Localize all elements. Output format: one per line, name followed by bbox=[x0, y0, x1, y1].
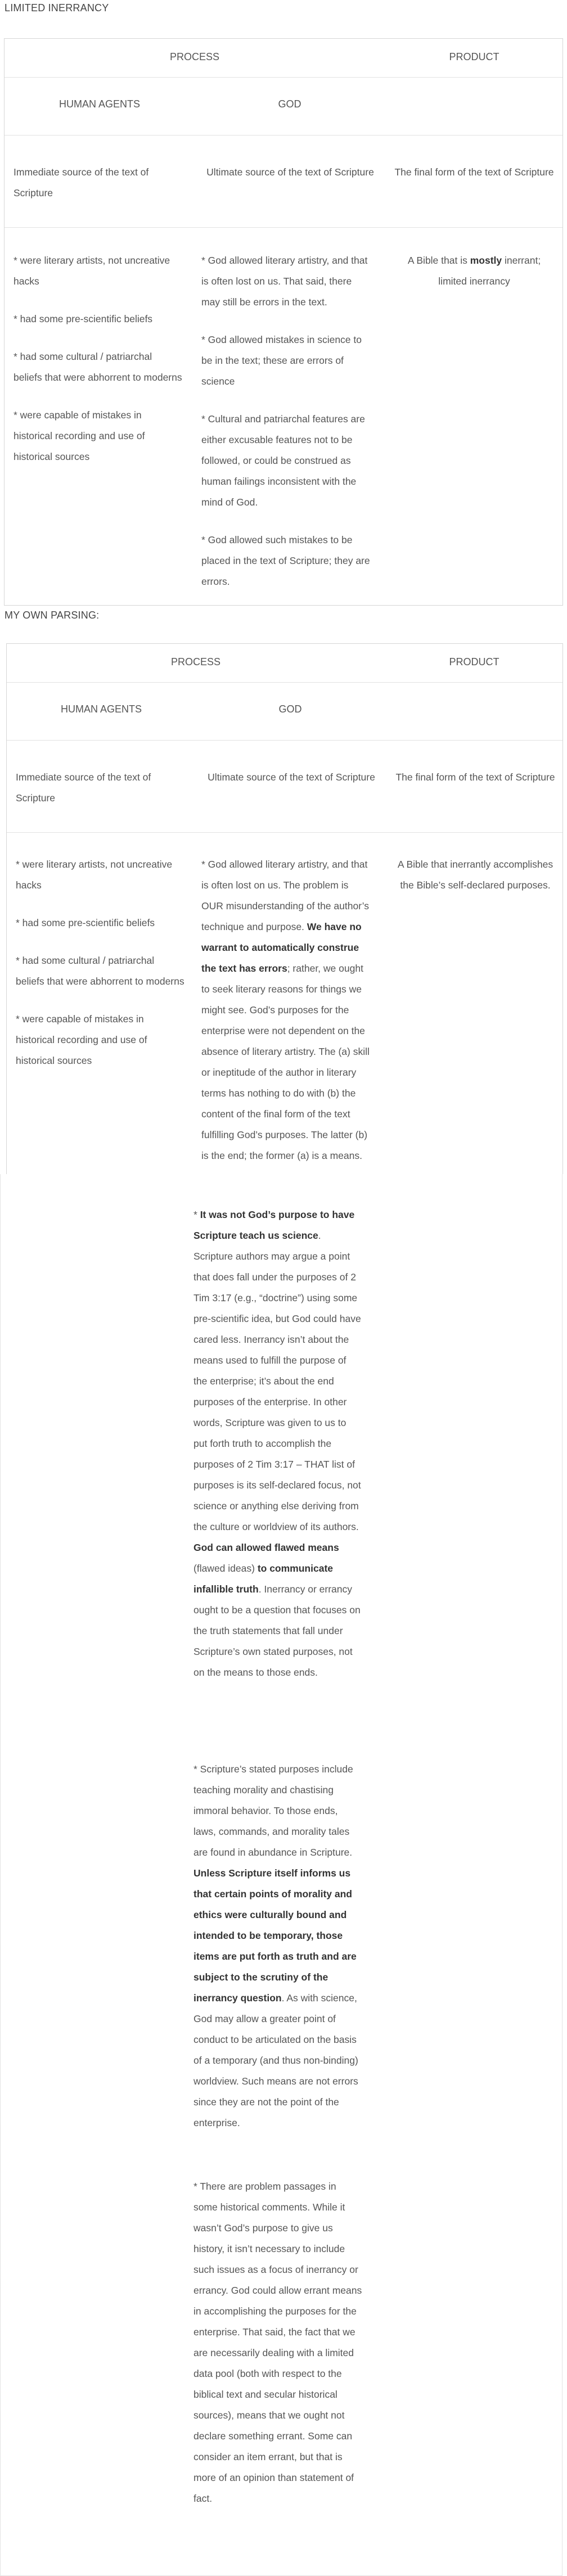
product-description: A Bible that is mostly inerrant; limited inerrancy bbox=[407, 255, 541, 287]
list-item: * God allowed literary artistry, and that is often lost on us. That said, there may still be errors in the text. bbox=[201, 255, 368, 308]
list-item: * God allowed such mistakes to be placed in the text of Scripture; they are errors. bbox=[201, 534, 370, 587]
list-item: * Cultural and patriarchal features are either excusable features not to be followed, or could be construed as human failings inconsistent with the mind of God. bbox=[201, 413, 365, 508]
human-source-text: Immediate source of the text of Scripture bbox=[14, 166, 149, 198]
god-paragraph-1: * God allowed literary artistry, and that is often lost on us. The problem is OUR misunderstanding of the author’s technique and purpose. We have no warrant to automatically construe the text has errors; rather, we ought to seek literary reasons for things we might see. God’s purposes for the enterprise were not dependent on the absence of literary artistry. The (a) skill or ineptitude of the author in literary terms has nothing to do with (b) the content of the final form of the text fulfilling God’s purposes. The latter (b) is the end; the former (a) is a means. bbox=[201, 859, 370, 1161]
column-header-process: PROCESS bbox=[169, 51, 220, 62]
column-header-human-agents: HUMAN AGENTS bbox=[60, 703, 142, 715]
list-item: * had some pre-scientific beliefs bbox=[14, 313, 153, 324]
list-item: * had some cultural / patriarchal beliefs that were abhorrent to moderns bbox=[14, 351, 182, 383]
list-item: * had some pre-scientific beliefs bbox=[16, 917, 155, 928]
column-header-god: GOD bbox=[278, 703, 302, 715]
god-list bbox=[201, 250, 370, 592]
table-header-row bbox=[7, 644, 562, 683]
list-item: * were literary artists, not uncreative hacks bbox=[16, 859, 173, 891]
column-header-product: PRODUCT bbox=[449, 656, 500, 667]
list-item: * were capable of mistakes in historical recording and use of historical sources bbox=[14, 409, 145, 462]
human-agents-list bbox=[16, 854, 184, 1071]
human-agents-list bbox=[14, 250, 182, 467]
table-subheader-row bbox=[7, 682, 562, 741]
table-source-row bbox=[4, 135, 562, 228]
product-source-text: The final form of the text of Scripture bbox=[394, 166, 554, 178]
god-paragraph-3: * Scripture’s stated purposes include teaching morality and chastising immoral behavior. To those ends, laws, commands, and morality tales are found in abundance in Scripture. Unless Scripture itself informs us that certain points of morality and ethics were culturally bound and intended to be temporary, those items are put forth as truth and are subject to the scrutiny of the inerrancy question. As with science, God may allow a greater point of conduct to be articulated on the basis of a temporary (and thus non-binding) worldview. Such means are not errors since they are not the point of the enterprise. bbox=[194, 1763, 358, 2128]
table-header-row bbox=[4, 39, 562, 78]
list-item: * were capable of mistakes in historical recording and use of historical sources bbox=[16, 1013, 147, 1066]
god-paragraph-2: * It was not God’s purpose to have Scripture teach us science. Scripture authors may argue a point that does fall under the purposes of 2 Tim 3:17 (e.g., “doctrine”) using some pre-scientific idea, but God could have cared less. Inerrancy isn’t about the means used to fulfill the purpose of the enterprise; it’s about the end purposes of the enterprise. In other words, Scripture was given to us to put forth truth to accomplish the purposes of 2 Tim 3:17 – THAT list of purposes is its self-declared focus, not science or anything else deriving from the culture or worldview of its authors. God can allowed flawed means (flawed ideas) to communicate infallible truth. Inerrancy or errancy ought to be a question that focuses on the truth statements that fall under Scripture’s own stated purposes, not on the means to those ends. bbox=[194, 1209, 361, 1678]
god-paragraph-4: * There are problem passages in some historical comments. While it wasn’t God’s purpose to give us history, it isn’t necessary to include such issues as a focus of inerrancy or errancy. God could allow errant means in accomplishing the purposes for the enterprise. That said, the fact that we are necessarily dealing with a limited data pool (both with respect to the biblical text and secular historical sources), means that we ought not declare something errant. Some can consider an item errant, but that is more of an opinion than statement of fact. bbox=[194, 2181, 362, 2504]
own-parsing-table bbox=[6, 643, 563, 1174]
list-item: * had some cultural / patriarchal beliefs that were abhorrent to moderns bbox=[16, 955, 184, 987]
list-item: * God allowed mistakes in science to be in the text; these are errors of science bbox=[201, 334, 362, 387]
product-description: A Bible that inerrantly accomplishes the Bible’s self-declared purposes. bbox=[397, 859, 554, 891]
list-item: * were literary artists, not uncreative hacks bbox=[14, 255, 170, 287]
god-source-text: Ultimate source of the text of Scripture bbox=[208, 772, 375, 783]
human-source-text: Immediate source of the text of Scripture bbox=[16, 772, 151, 804]
section-title-limited-inerrancy: LIMITED INERRANCY bbox=[4, 2, 109, 13]
table-subheader-row bbox=[4, 77, 562, 136]
column-header-process: PROCESS bbox=[170, 656, 221, 667]
emphasis-mostly: mostly bbox=[470, 255, 502, 266]
product-source-text: The final form of the text of Scripture bbox=[395, 772, 555, 783]
own-parsing-table-continuation bbox=[0, 1174, 562, 2576]
limited-inerrancy-table bbox=[4, 38, 563, 606]
section-title-own-parsing: MY OWN PARSING: bbox=[4, 610, 100, 621]
column-header-product: PRODUCT bbox=[449, 51, 500, 62]
column-header-human-agents: HUMAN AGENTS bbox=[58, 98, 141, 110]
god-source-text: Ultimate source of the text of Scripture bbox=[206, 166, 374, 178]
column-header-god: GOD bbox=[278, 98, 302, 110]
table-source-row bbox=[7, 740, 562, 833]
